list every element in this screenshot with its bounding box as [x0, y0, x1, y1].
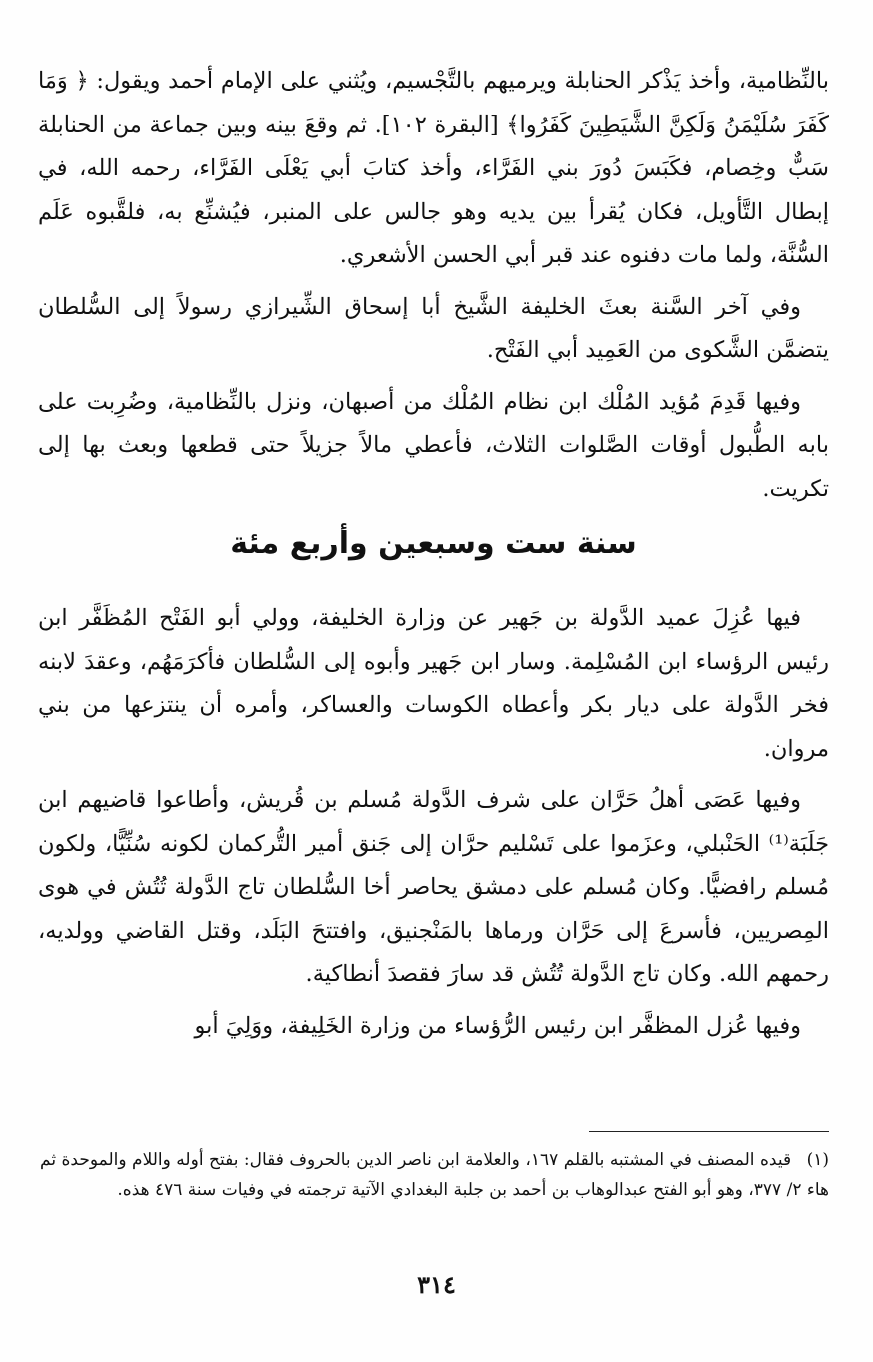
footnote-number: (١)	[806, 1150, 829, 1170]
page-number: ٣١٤	[417, 1270, 456, 1299]
paragraph: فيها عُزِلَ عميد الدَّولة بن جَهير عن وزارة الخليفة، وولي أبو الفَتْح المُظَفَّر ابن رئيس الرؤساء ابن المُسْلِمة. وسار ابن جَهير وأبوه إلى السُّلطان فأكرَمَهُم، وعقدَ لابنه فخر الدَّولة على ديار بكر وأعطاه الكوسات والعساكر، وأمره أن ينتزعها من بني مروان.	[38, 605, 829, 762]
paragraph: وفيها قَدِمَ مُؤيد المُلْك ابن نظام المُلْك من أصبهان، ونزل بالنِّظامية، وضُرِبت على بابه الطُّبول أوقات الصَّلوات الثلاث، فأعطي مالاً جزيلاً حتى قطعها وبعث بها إلى تكريت.	[38, 388, 829, 502]
paragraph: وفيها عَصَى أهلُ حَرَّان على شرف الدَّولة مُسلم بن قُريش، وأطاعوا قاضيهم ابن جَلَبَة⁽¹⁾ الحَنْبلي، وعزَموا على تَسْليم حرَّان إلى جَنق أمير التُّركمان لكونه سُنِّيًّا، ولكون مُسلم رافضيًّا. وكان مُسلم على دمشق يحاصر أخا السُّلطان تاج الدَّولة تُتُش في هوى المِصريين، فأسرعَ إلى حَرَّان ورماها بالمَنْجنيق، وافتتحَ البَلَد، وقتل القاضي وولديه، رحمهم الله. وكان تاج الدَّولة تُتُش قد سارَ فقصدَ أنطاكية.	[38, 787, 829, 987]
main-text	[38, 60, 829, 1056]
paragraph: وفي آخر السَّنة بعثَ الخليفة الشَّيخ أبا إسحاق الشِّيرازي رسولاً إلى السُّلطان يتضمَّن الشَّكوى من العَمِيد أبي الفَتْح.	[38, 293, 829, 363]
footnotes	[40, 1145, 829, 1205]
footnote-text: قيده المصنف في المشتبه بالقلم ١٦٧، والعلامة ابن ناصر الدين بالحروف فقال: بفتح أوله واللام والموحدة ثم هاء ٢/ ٣٧٧، وهو أبو الفتح عبدالوهاب بن أحمد بن جلبة البغدادي الآتية ترجمته في وفيات سنة ٤٧٦ هذه.	[40, 1150, 829, 1200]
paragraph: وفيها عُزل المظفَّر ابن رئيس الرُّؤساء من وزارة الخَلِيفة، ووَلِيَ أبو	[194, 1012, 801, 1039]
footnote-divider	[589, 1131, 829, 1132]
section-heading: سنة ست وسبعين وأربع مئة	[230, 526, 637, 561]
footnote	[40, 1145, 829, 1205]
paragraph: بالنِّظامية، وأخذ يَذْكر الحنابلة ويرميهم بالتَّجْسيم، ويُثني على الإمام أحمد ويقول: ﴿ وَمَا كَفَرَ سُلَيْمَنُ وَلَكِنَّ الشَّيَطِينَ كَفَرُوا﴾ [البقرة ١٠٢]. ثم وقعَ بينه وبين جماعة من الحنابلة سَبٌّ وخِصام، فكَبَسَ دُورَ بني الفَرَّاء، وأخذ كتابَ أبي يَعْلَى الفَرَّاء، رحمه الله، في إبطال التَّأويل، فكان يُقرأ بين يديه وهو جالس على المنبر، فيُشنِّع به، فلقَّبوه عَلَم السُّنَّة، ولما مات دفنوه عند قبر أبي الحسن الأشعري.	[38, 68, 829, 268]
